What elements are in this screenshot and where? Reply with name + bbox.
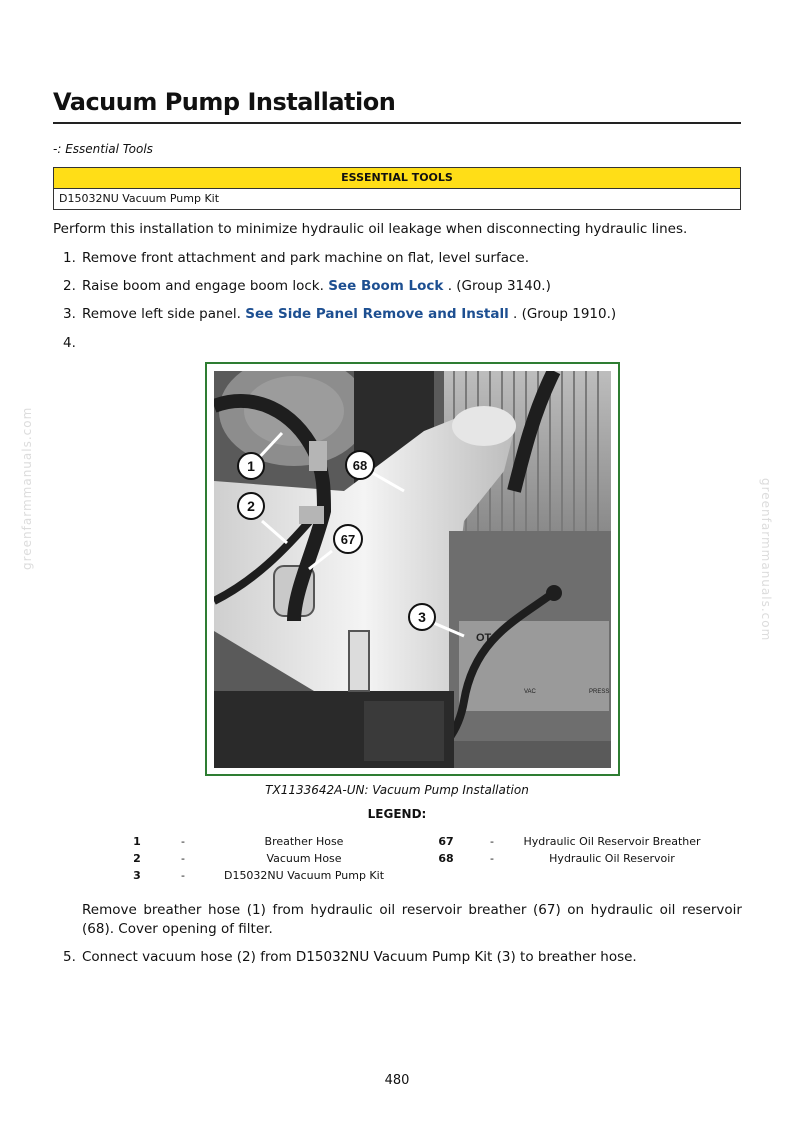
callout-3: 3 — [418, 609, 426, 625]
photo-label-vac: VAC — [524, 689, 536, 695]
callout-68: 68 — [352, 458, 368, 473]
page-title: Vacuum Pump Installation — [53, 88, 396, 116]
step-suffix: . (Group 1910.) — [508, 306, 617, 322]
step-number: 4. — [63, 335, 76, 351]
legend-dash: - — [181, 869, 185, 882]
callout-1: 1 — [247, 458, 255, 474]
legend-dash: - — [490, 852, 494, 865]
legend-description: D15032NU Vacuum Pump Kit — [223, 869, 385, 882]
photo-illustration — [214, 371, 611, 768]
see-boom-lock-link[interactable]: See Boom Lock — [328, 278, 444, 294]
legend-title: LEGEND: — [367, 807, 427, 821]
step-4-paragraph: Remove breather hose (1) from hydraulic oil reservoir breather (67) on hydraulic oil reservoir (68). Cover opening of filter. — [82, 902, 742, 937]
step-number: 5. — [63, 949, 76, 965]
legend-number: 2 — [133, 852, 141, 865]
essential-tools-header: ESSENTIAL TOOLS — [54, 168, 740, 189]
step-number: 1. — [63, 250, 76, 266]
watermark-right: greenfarmmanuals.com — [759, 478, 773, 642]
legend-number: 68 — [438, 852, 454, 865]
callout-67: 67 — [340, 532, 356, 547]
essential-tools-table — [53, 167, 741, 210]
callout-2: 2 — [247, 498, 255, 514]
legend-description: Breather Hose — [264, 835, 344, 848]
watermark-left: greenfarmmanuals.com — [20, 406, 34, 570]
step-suffix: . (Group 3140.) — [443, 278, 551, 294]
intro-paragraph: Perform this installation to minimize hydraulic oil leakage when disconnecting hydraulic lines. — [53, 221, 688, 237]
step-number: 3. — [63, 306, 76, 322]
legend-dash: - — [490, 835, 494, 848]
photo-label-otc: OTC — [476, 632, 500, 644]
legend-dash: - — [181, 852, 185, 865]
page-number: 480 — [384, 1073, 410, 1088]
title-divider — [53, 122, 741, 124]
step-number: 2. — [63, 278, 76, 294]
see-side-panel-link[interactable]: See Side Panel Remove and Install — [245, 306, 509, 322]
essential-tools-caption: -: Essential Tools — [53, 142, 153, 156]
legend-number: 1 — [133, 835, 141, 848]
legend-dash: - — [181, 835, 185, 848]
essential-tools-row: D15032NU Vacuum Pump Kit — [59, 192, 220, 205]
legend-number: 3 — [133, 869, 141, 882]
vacuum-pump-photo — [205, 362, 620, 776]
step-text: Remove front attachment and park machine on flat, level surface. — [82, 250, 530, 266]
step-text: Raise boom and engage boom lock. — [82, 278, 329, 294]
step-text: Connect vacuum hose (2) from D15032NU Vacuum Pump Kit (3) to breather hose. — [82, 949, 637, 965]
legend-description: Hydraulic Oil Reservoir Breather — [523, 835, 701, 848]
legend-description: Hydraulic Oil Reservoir — [549, 852, 675, 865]
photo-label-press: PRESS — [589, 689, 610, 695]
step-text: Remove left side panel. — [82, 306, 246, 322]
legend-number: 67 — [438, 835, 454, 848]
figure-caption: TX1133642A-UN: Vacuum Pump Installation — [265, 783, 529, 797]
legend-description: Vacuum Hose — [266, 852, 342, 865]
